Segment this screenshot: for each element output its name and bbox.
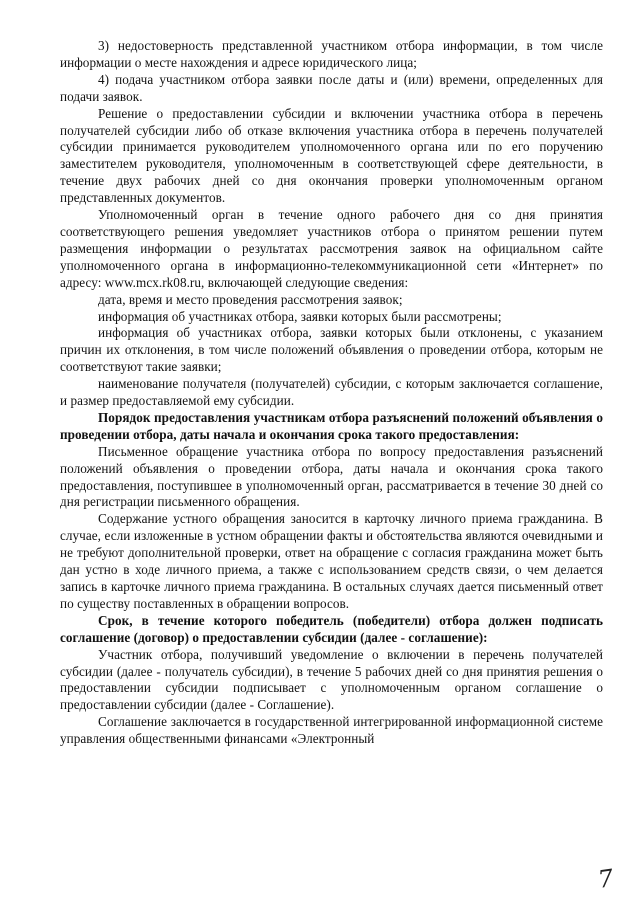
paragraph-info-date-place: дата, время и место проведения рассмотрения заявок; xyxy=(98,291,403,307)
document-body xyxy=(60,38,603,748)
paragraph-info-rejected: информация об участниках отбора, заявки которых были отклонены, с указанием причин их отклонения, в том числе положений объявления о проведении отбора, которым не соответствуют такие заявки; xyxy=(60,325,603,375)
paragraph-agreement-system: Соглашение заключается в государственной интегрированной информационной системе управления общественными финансами «Электронный xyxy=(60,714,603,747)
paragraph-info-reviewed: информация об участниках отбора, заявки которых были рассмотрены; xyxy=(98,308,502,324)
section-heading-clarifications: Порядок предоставления участникам отбора разъяснений положений объявления о проведении отбора, даты начала и окончания срока такого предоставления: xyxy=(60,409,603,442)
paragraph-oral-request: Содержание устного обращения заносится в карточку личного приема гражданина. В случае, если изложенные в устном обращении факты и обстоятельства являются очевидными и не требуют дополнительной проверки, ответ на обращение с согласия гражданина может быть дан устно в ходе личного приема, а также с использованием средств связи, о чем делается запись в карточке личного приема гражданина. В остальных случаях дается письменный ответ по существу поставленных в обращении вопросов. xyxy=(60,511,603,611)
page-number: 7 xyxy=(595,864,615,894)
section-heading-agreement-deadline: Срок, в течение которого победитель (победители) отбора должен подписать соглашение (договор) о предоставлении субсидии (далее - соглашение): xyxy=(60,612,603,645)
paragraph-agreement-signing: Участник отбора, получивший уведомление о включении в перечень получателей субсидии (далее - получатель субсидии), в течение 5 рабочих дней со дня принятия решения о предоставлении субсидии подписывает с уполномоченным органом соглашение о предоставлении субсидии (далее - Соглашение). xyxy=(60,646,603,713)
paragraph-decision: Решение о предоставлении субсидии и включении участника отбора в перечень получателей субсидии либо об отказе включения участника отбора в перечень получателей субсидии принимается руководителем уполномоченного органа или по его поручению заместителем руководителя, уполномоченным в соответствующей сфере деятельности, в течение двух рабочих дней со дня окончания проверки уполномоченным органом представленных документов. xyxy=(60,105,603,206)
paragraph-recipient-name: наименование получателя (получателей) субсидии, с которым заключается соглашение, и размер предоставляемой ему субсидии. xyxy=(60,376,603,409)
paragraph-item-3-unreliable-info: 3) недостоверность представленной участником отбора информации, в том числе информации о месте нахождения и адресе юридического лица; xyxy=(60,38,603,70)
paragraph-written-request: Письменное обращение участника отбора по вопросу предоставления разъяснений положений объявления о проведении отбора, даты начала и окончания срока такого предоставления, поступившее в уполномоченный орган, рассматривается в течение 30 дней со дня регистрации письменного обращения. xyxy=(60,443,603,510)
paragraph-item-4-late-submission: 4) подача участником отбора заявки после даты и (или) времени, определенных для подачи заявок. xyxy=(60,71,603,104)
paragraph-notification: Уполномоченный орган в течение одного рабочего дня со дня принятия соответствующего решения уведомляет участников отбора о принятом решении путем размещения информации о результатах рассмотрения заявок на официальном сайте уполномоченного органа в информационно-телекоммуникационной сети «Интернет» по адресу: www.mcx.rk08.ru, включающей следующие сведения: xyxy=(60,207,603,290)
